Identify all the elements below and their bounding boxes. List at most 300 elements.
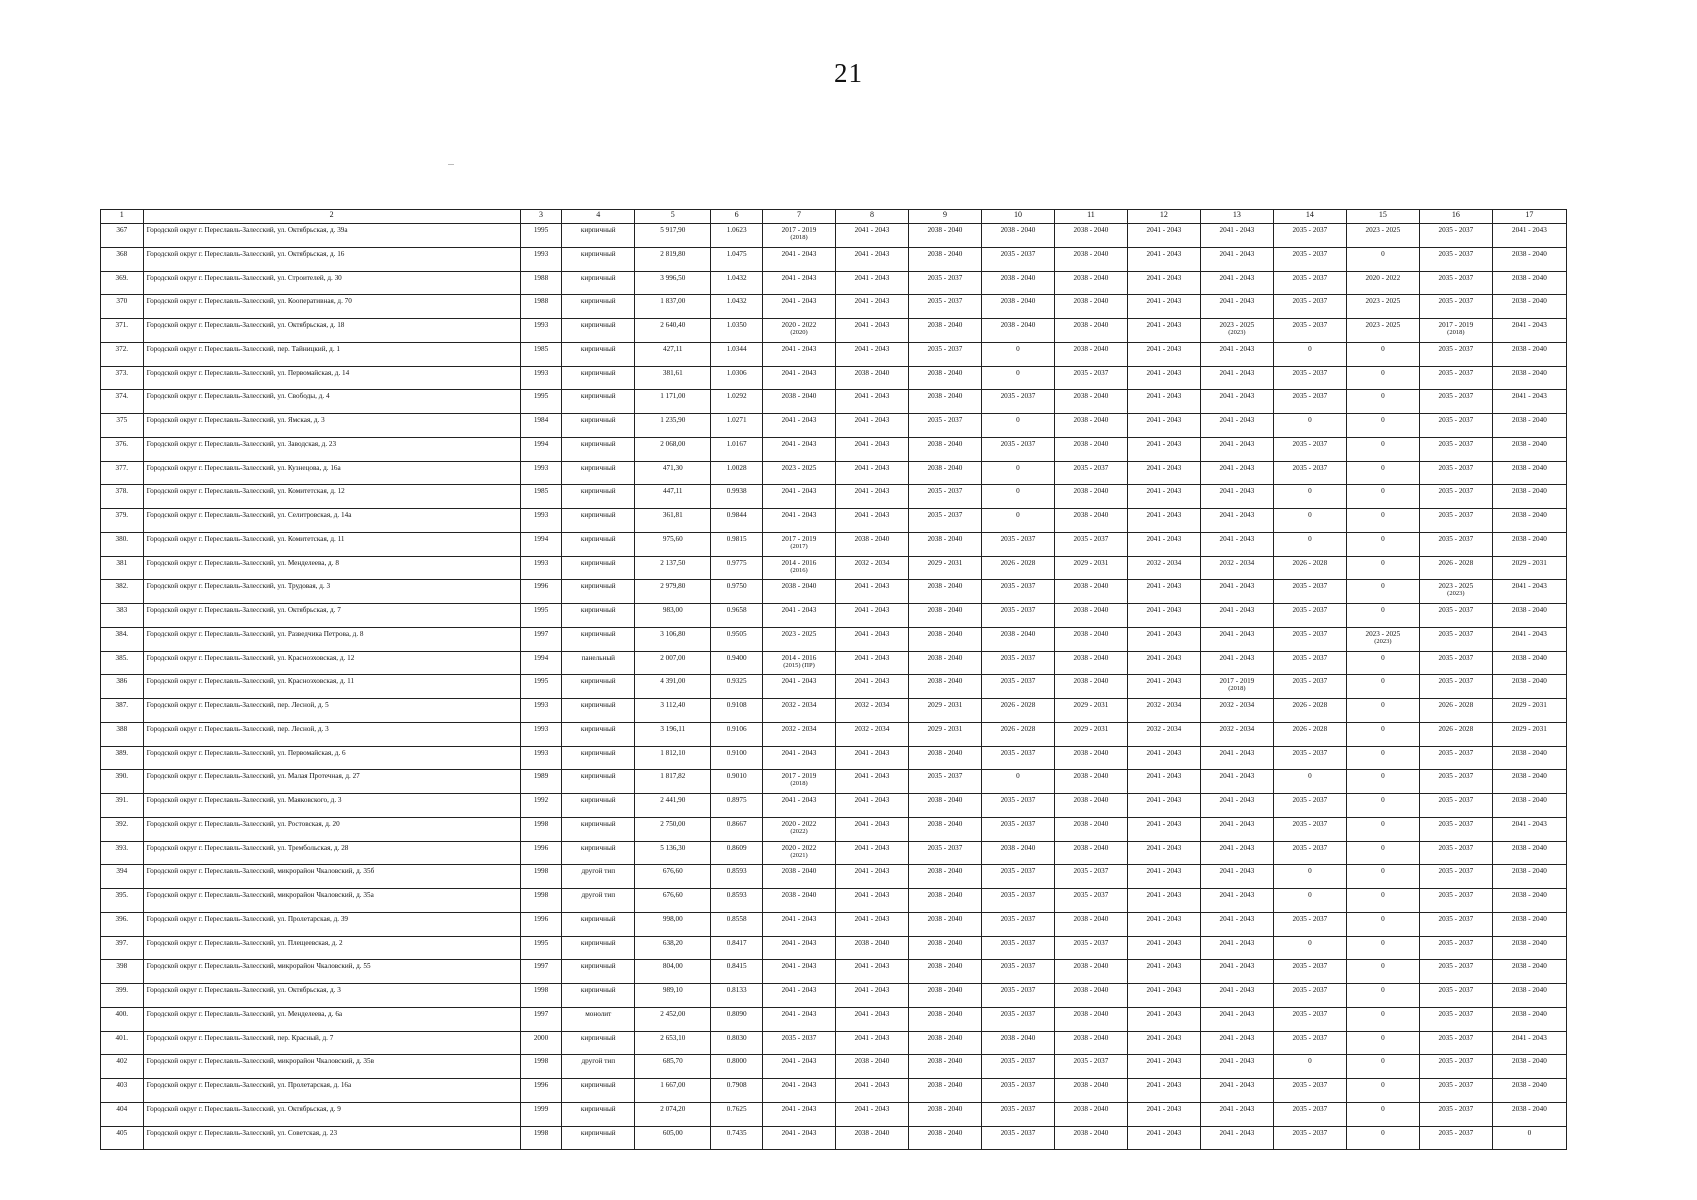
table-row <box>101 889 1567 913</box>
table-cell-col-9: 2035 - 2037 <box>908 342 981 366</box>
table-cell-col-2: Городской округ г. Переславль-Залесский, ул. Красноэховская, д. 11 <box>143 675 520 699</box>
table-cell-col-3: 1994 <box>520 437 562 461</box>
table-cell-col-8: 2038 - 2040 <box>835 1126 908 1150</box>
table-cell-col-5: 1 817,82 <box>635 770 711 794</box>
table-cell-col-7: 2041 - 2043 <box>763 794 836 818</box>
table-row <box>101 936 1567 960</box>
table-cell-col-14: 2035 - 2037 <box>1273 1126 1346 1150</box>
table-cell-col-5: 983,00 <box>635 604 711 628</box>
table-cell-col-3: 1993 <box>520 722 562 746</box>
table-cell-col-2: Городской округ г. Переславль-Залесский, ул. Комитетская, д. 12 <box>143 485 520 509</box>
table-cell-col-2: Городской округ г. Переславль-Залесский, ул. Октябрьская, д. 9 <box>143 1102 520 1126</box>
table-cell-col-11: 2038 - 2040 <box>1054 414 1127 438</box>
table-cell-col-9: 2038 - 2040 <box>908 580 981 604</box>
header-row <box>101 210 1567 224</box>
table-cell-col-14: 2035 - 2037 <box>1273 1031 1346 1055</box>
table-cell-col-1: 370 <box>101 295 144 319</box>
table-cell-col-12: 2041 - 2043 <box>1127 984 1200 1008</box>
table-cell-col-14: 0 <box>1273 485 1346 509</box>
table-row <box>101 1102 1567 1126</box>
table-cell-col-4: другой тип <box>562 865 635 889</box>
table-cell-col-10: 2035 - 2037 <box>981 984 1054 1008</box>
table-cell-col-13: 2041 - 2043 <box>1200 1102 1273 1126</box>
table-cell-col-5: 3 112,40 <box>635 699 711 723</box>
table-cell-col-16: 2035 - 2037 <box>1419 675 1492 699</box>
table-cell-col-15: 0 <box>1346 580 1419 604</box>
table-cell-col-6: 1.0432 <box>711 295 763 319</box>
table-cell-col-12: 2041 - 2043 <box>1127 912 1200 936</box>
table-cell-col-13: 2041 - 2043 <box>1200 580 1273 604</box>
table-cell-col-10: 2038 - 2040 <box>981 224 1054 248</box>
table-cell-col-14: 2035 - 2037 <box>1273 1102 1346 1126</box>
table-cell-col-3: 1997 <box>520 1007 562 1031</box>
table-row <box>101 912 1567 936</box>
table-cell-col-16: 2035 - 2037 <box>1419 1031 1492 1055</box>
table-cell-col-17: 2038 - 2040 <box>1492 532 1566 556</box>
table-cell-col-8: 2041 - 2043 <box>835 984 908 1008</box>
table-cell-col-16: 2035 - 2037 <box>1419 841 1492 865</box>
table-row <box>101 1031 1567 1055</box>
table-cell-col-6: 0.9750 <box>711 580 763 604</box>
table-cell-col-16: 2035 - 2037 <box>1419 342 1492 366</box>
table-cell-col-10: 0 <box>981 485 1054 509</box>
column-header-2: 2 <box>143 210 520 224</box>
table-cell-col-7: 2041 - 2043 <box>763 1102 836 1126</box>
table-cell-col-5: 427,11 <box>635 342 711 366</box>
table-cell-col-5: 1 171,00 <box>635 390 711 414</box>
table-cell-col-6: 0.7908 <box>711 1079 763 1103</box>
table-cell-col-1: 397. <box>101 936 144 960</box>
table-cell-col-17: 2038 - 2040 <box>1492 984 1566 1008</box>
table-cell-col-2: Городской округ г. Переславль-Залесский, пер. Лесной, д. 5 <box>143 699 520 723</box>
table-cell-col-1: 400. <box>101 1007 144 1031</box>
table-cell-col-13: 2041 - 2043 <box>1200 390 1273 414</box>
table-cell-col-14: 2035 - 2037 <box>1273 271 1346 295</box>
table-cell-col-3: 1992 <box>520 794 562 818</box>
table-cell-col-1: 390. <box>101 770 144 794</box>
table-cell-col-4: кирпичный <box>562 485 635 509</box>
table-cell-col-16: 2035 - 2037 <box>1419 271 1492 295</box>
table-cell-col-15: 2023 - 2025 <box>1346 319 1419 343</box>
table-cell-col-4: кирпичный <box>562 461 635 485</box>
table-cell-col-15: 0 <box>1346 437 1419 461</box>
table-cell-col-7: 2023 - 2025 <box>763 461 836 485</box>
column-header-3: 3 <box>520 210 562 224</box>
table-cell-col-11: 2038 - 2040 <box>1054 675 1127 699</box>
table-cell-col-9: 2038 - 2040 <box>908 936 981 960</box>
table-cell-col-14: 0 <box>1273 1055 1346 1079</box>
table-cell-col-11: 2035 - 2037 <box>1054 936 1127 960</box>
table-cell-col-4: кирпичный <box>562 247 635 271</box>
table-cell-col-4: кирпичный <box>562 414 635 438</box>
table-cell-col-2: Городской округ г. Переславль-Залесский, ул. Ямская, д. 3 <box>143 414 520 438</box>
table-cell-col-2: Городской округ г. Переславль-Залесский, ул. Красноэховская, д. 12 <box>143 651 520 675</box>
table-cell-col-8: 2032 - 2034 <box>835 699 908 723</box>
table-cell-col-11: 2038 - 2040 <box>1054 271 1127 295</box>
table-cell-col-12: 2041 - 2043 <box>1127 437 1200 461</box>
table-cell-col-4: другой тип <box>562 889 635 913</box>
table-cell-col-14: 0 <box>1273 865 1346 889</box>
table-cell-col-17: 2038 - 2040 <box>1492 960 1566 984</box>
table-cell-col-16: 2035 - 2037 <box>1419 1079 1492 1103</box>
table-cell-col-1: 375 <box>101 414 144 438</box>
table-cell-col-1: 369. <box>101 271 144 295</box>
table-cell-col-11: 2038 - 2040 <box>1054 841 1127 865</box>
table-cell-col-2: Городской округ г. Переславль-Залесский, ул. Заводская, д. 23 <box>143 437 520 461</box>
table-cell-col-12: 2041 - 2043 <box>1127 960 1200 984</box>
table-cell-col-14: 2035 - 2037 <box>1273 912 1346 936</box>
table-cell-col-10: 2035 - 2037 <box>981 1007 1054 1031</box>
table-cell-col-16: 2026 - 2028 <box>1419 722 1492 746</box>
table-cell-col-15: 2020 - 2022 <box>1346 271 1419 295</box>
table-cell-col-17: 2038 - 2040 <box>1492 936 1566 960</box>
table-cell-col-9: 2035 - 2037 <box>908 841 981 865</box>
table-cell-col-1: 393. <box>101 841 144 865</box>
table-cell-col-6: 0.8030 <box>711 1031 763 1055</box>
table-cell-col-3: 1997 <box>520 960 562 984</box>
table-cell-col-5: 2 074,20 <box>635 1102 711 1126</box>
table-cell-col-8: 2041 - 2043 <box>835 794 908 818</box>
table-cell-col-9: 2038 - 2040 <box>908 366 981 390</box>
table-cell-col-2: Городской округ г. Переславль-Залесский, ул. Октябрьская, д. 39а <box>143 224 520 248</box>
table-cell-col-8: 2041 - 2043 <box>835 224 908 248</box>
column-header-12: 12 <box>1127 210 1200 224</box>
table-cell-col-10: 0 <box>981 509 1054 533</box>
table-cell-col-15: 0 <box>1346 1031 1419 1055</box>
table-cell-col-14: 0 <box>1273 509 1346 533</box>
table-cell-col-17: 2029 - 2031 <box>1492 556 1566 580</box>
table-cell-col-16: 2035 - 2037 <box>1419 1055 1492 1079</box>
table-cell-col-9: 2038 - 2040 <box>908 390 981 414</box>
table-cell-col-2: Городской округ г. Переславль-Залесский, микрорайон Чкаловский, д. 35б <box>143 865 520 889</box>
table-cell-col-6: 0.9400 <box>711 651 763 675</box>
table-cell-col-13: 2041 - 2043 <box>1200 604 1273 628</box>
table-cell-col-3: 1996 <box>520 1079 562 1103</box>
column-header-9: 9 <box>908 210 981 224</box>
table-cell-col-9: 2038 - 2040 <box>908 224 981 248</box>
table-cell-col-4: кирпичный <box>562 390 635 414</box>
table-cell-col-16: 2035 - 2037 <box>1419 366 1492 390</box>
table-cell-col-5: 2 137,50 <box>635 556 711 580</box>
table-cell-col-15: 0 <box>1346 936 1419 960</box>
table-cell-col-2: Городской округ г. Переславль-Залесский, ул. Маяковского, д. 3 <box>143 794 520 818</box>
table-cell-col-2: Городской округ г. Переславль-Залесский, ул. Кузнецова, д. 16а <box>143 461 520 485</box>
table-cell-col-7: 2041 - 2043 <box>763 675 836 699</box>
table-cell-col-6: 0.9108 <box>711 699 763 723</box>
table-cell-col-13: 2041 - 2043 <box>1200 912 1273 936</box>
table-cell-col-15: 0 <box>1346 1079 1419 1103</box>
table-cell-col-12: 2032 - 2034 <box>1127 699 1200 723</box>
table-cell-col-16: 2035 - 2037 <box>1419 817 1492 841</box>
table-cell-col-15: 2023 - 2025 <box>1346 295 1419 319</box>
table-cell-col-10: 2035 - 2037 <box>981 580 1054 604</box>
table-cell-col-6: 1.0350 <box>711 319 763 343</box>
table-cell-col-2: Городской округ г. Переславль-Залесский, пер. Красный, д. 7 <box>143 1031 520 1055</box>
table-cell-col-4: другой тип <box>562 1055 635 1079</box>
table-cell-col-6: 0.8133 <box>711 984 763 1008</box>
table-cell-col-16: 2026 - 2028 <box>1419 699 1492 723</box>
table-cell-col-12: 2041 - 2043 <box>1127 604 1200 628</box>
table-cell-col-8: 2041 - 2043 <box>835 247 908 271</box>
table-cell-col-11: 2029 - 2031 <box>1054 699 1127 723</box>
table-cell-col-3: 1997 <box>520 627 562 651</box>
table-cell-col-14: 2035 - 2037 <box>1273 817 1346 841</box>
table-cell-col-15: 0 <box>1346 746 1419 770</box>
table-cell-col-14: 0 <box>1273 414 1346 438</box>
table-cell-col-12: 2041 - 2043 <box>1127 1007 1200 1031</box>
table-body <box>101 224 1567 1150</box>
table-cell-col-2: Городской округ г. Переславль-Залесский, ул. Селитровская, д. 14а <box>143 509 520 533</box>
table-cell-col-5: 2 007,00 <box>635 651 711 675</box>
table-cell-col-15: 0 <box>1346 342 1419 366</box>
table-cell-col-8: 2041 - 2043 <box>835 912 908 936</box>
table-cell-col-1: 389. <box>101 746 144 770</box>
table-cell-col-12: 2041 - 2043 <box>1127 746 1200 770</box>
table-cell-col-16: 2035 - 2037 <box>1419 651 1492 675</box>
table-row <box>101 1126 1567 1150</box>
table-cell-col-2: Городской округ г. Переславль-Залесский, ул. Менделеева, д. 8 <box>143 556 520 580</box>
table-cell-col-14: 2035 - 2037 <box>1273 794 1346 818</box>
table-cell-col-10: 2035 - 2037 <box>981 604 1054 628</box>
table-cell-col-3: 1995 <box>520 675 562 699</box>
table-cell-col-4: кирпичный <box>562 319 635 343</box>
table-cell-col-9: 2038 - 2040 <box>908 651 981 675</box>
table-cell-col-10: 2035 - 2037 <box>981 1126 1054 1150</box>
table-cell-col-5: 4 391,00 <box>635 675 711 699</box>
table-cell-col-11: 2038 - 2040 <box>1054 1126 1127 1150</box>
table-cell-col-11: 2038 - 2040 <box>1054 817 1127 841</box>
table-cell-col-7: 2020 - 2022 (2020) <box>763 319 836 343</box>
table-cell-col-1: 391. <box>101 794 144 818</box>
table-cell-col-3: 1998 <box>520 889 562 913</box>
table-cell-col-14: 2035 - 2037 <box>1273 366 1346 390</box>
table-cell-col-3: 1994 <box>520 651 562 675</box>
table-cell-col-2: Городской округ г. Переславль-Залесский, ул. Первомайская, д. 6 <box>143 746 520 770</box>
table-cell-col-8: 2038 - 2040 <box>835 366 908 390</box>
table-cell-col-15: 0 <box>1346 556 1419 580</box>
table-cell-col-6: 0.9658 <box>711 604 763 628</box>
table-cell-col-5: 471,30 <box>635 461 711 485</box>
table-cell-col-17: 2038 - 2040 <box>1492 1102 1566 1126</box>
table-cell-col-12: 2041 - 2043 <box>1127 224 1200 248</box>
table-cell-col-11: 2038 - 2040 <box>1054 1031 1127 1055</box>
table-cell-col-11: 2038 - 2040 <box>1054 651 1127 675</box>
table-row <box>101 817 1567 841</box>
table-cell-col-10: 2035 - 2037 <box>981 1079 1054 1103</box>
table-cell-col-8: 2038 - 2040 <box>835 532 908 556</box>
table-cell-col-5: 5 917,90 <box>635 224 711 248</box>
table-cell-col-1: 402 <box>101 1055 144 1079</box>
table-cell-col-13: 2041 - 2043 <box>1200 960 1273 984</box>
table-cell-col-13: 2041 - 2043 <box>1200 295 1273 319</box>
table-cell-col-15: 0 <box>1346 817 1419 841</box>
table-cell-col-1: 373. <box>101 366 144 390</box>
table-cell-col-9: 2035 - 2037 <box>908 295 981 319</box>
table-cell-col-14: 2035 - 2037 <box>1273 960 1346 984</box>
table-cell-col-8: 2038 - 2040 <box>835 936 908 960</box>
table-cell-col-4: монолит <box>562 1007 635 1031</box>
table-cell-col-12: 2041 - 2043 <box>1127 295 1200 319</box>
table-cell-col-15: 0 <box>1346 1007 1419 1031</box>
column-header-13: 13 <box>1200 210 1273 224</box>
table-cell-col-13: 2041 - 2043 <box>1200 841 1273 865</box>
table-cell-col-10: 2035 - 2037 <box>981 651 1054 675</box>
table-cell-col-11: 2038 - 2040 <box>1054 224 1127 248</box>
table-cell-col-9: 2038 - 2040 <box>908 1126 981 1150</box>
table-cell-col-3: 1996 <box>520 580 562 604</box>
table-cell-col-11: 2035 - 2037 <box>1054 889 1127 913</box>
table-cell-col-12: 2032 - 2034 <box>1127 556 1200 580</box>
table-cell-col-13: 2041 - 2043 <box>1200 746 1273 770</box>
table-cell-col-12: 2041 - 2043 <box>1127 271 1200 295</box>
table-cell-col-5: 2 750,00 <box>635 817 711 841</box>
column-header-10: 10 <box>981 210 1054 224</box>
table-cell-col-7: 2041 - 2043 <box>763 1126 836 1150</box>
table-cell-col-10: 2035 - 2037 <box>981 390 1054 414</box>
table-cell-col-3: 1988 <box>520 295 562 319</box>
table-cell-col-4: кирпичный <box>562 627 635 651</box>
table-cell-col-5: 989,10 <box>635 984 711 1008</box>
table-row <box>101 746 1567 770</box>
table-cell-col-1: 383 <box>101 604 144 628</box>
table-cell-col-6: 0.9505 <box>711 627 763 651</box>
table-cell-col-9: 2029 - 2031 <box>908 556 981 580</box>
table-cell-col-6: 0.9775 <box>711 556 763 580</box>
table-cell-col-10: 2038 - 2040 <box>981 841 1054 865</box>
table-cell-col-7: 2017 - 2019 (2018) <box>763 224 836 248</box>
table-cell-col-6: 0.9100 <box>711 746 763 770</box>
table-cell-col-3: 1998 <box>520 1126 562 1150</box>
table-cell-col-8: 2038 - 2040 <box>835 1055 908 1079</box>
table-cell-col-1: 403 <box>101 1079 144 1103</box>
table-cell-col-15: 0 <box>1346 699 1419 723</box>
table-cell-col-9: 2038 - 2040 <box>908 865 981 889</box>
table-cell-col-10: 2038 - 2040 <box>981 319 1054 343</box>
table-row <box>101 960 1567 984</box>
table-cell-col-5: 804,00 <box>635 960 711 984</box>
table-cell-col-6: 1.0271 <box>711 414 763 438</box>
table-cell-col-15: 0 <box>1346 485 1419 509</box>
table-cell-col-14: 2035 - 2037 <box>1273 651 1346 675</box>
table-cell-col-7: 2017 - 2019 (2017) <box>763 532 836 556</box>
table-cell-col-10: 2026 - 2028 <box>981 556 1054 580</box>
column-header-14: 14 <box>1273 210 1346 224</box>
table-cell-col-10: 2038 - 2040 <box>981 1031 1054 1055</box>
table-cell-col-8: 2041 - 2043 <box>835 651 908 675</box>
table-cell-col-1: 398 <box>101 960 144 984</box>
table-cell-col-2: Городской округ г. Переславль-Залесский, ул. Трембольская, д. 28 <box>143 841 520 865</box>
table-cell-col-12: 2041 - 2043 <box>1127 1079 1200 1103</box>
table-row <box>101 627 1567 651</box>
table-cell-col-3: 1998 <box>520 984 562 1008</box>
table-cell-col-12: 2041 - 2043 <box>1127 889 1200 913</box>
table-cell-col-12: 2041 - 2043 <box>1127 461 1200 485</box>
table-row <box>101 437 1567 461</box>
table-cell-col-13: 2041 - 2043 <box>1200 865 1273 889</box>
table-cell-col-14: 2035 - 2037 <box>1273 1007 1346 1031</box>
table-cell-col-6: 1.0028 <box>711 461 763 485</box>
table-cell-col-7: 2035 - 2037 <box>763 1031 836 1055</box>
table-cell-col-12: 2041 - 2043 <box>1127 414 1200 438</box>
table-cell-col-9: 2038 - 2040 <box>908 437 981 461</box>
table-cell-col-17: 2038 - 2040 <box>1492 1055 1566 1079</box>
table-cell-col-11: 2035 - 2037 <box>1054 366 1127 390</box>
table-cell-col-13: 2041 - 2043 <box>1200 984 1273 1008</box>
table-cell-col-5: 2 441,90 <box>635 794 711 818</box>
table-cell-col-4: кирпичный <box>562 722 635 746</box>
table-cell-col-7: 2038 - 2040 <box>763 390 836 414</box>
table-cell-col-1: 392. <box>101 817 144 841</box>
table-cell-col-8: 2041 - 2043 <box>835 485 908 509</box>
table-cell-col-1: 405 <box>101 1126 144 1150</box>
table-cell-col-15: 2023 - 2025 <box>1346 224 1419 248</box>
table-cell-col-5: 676,60 <box>635 889 711 913</box>
table-cell-col-2: Городской округ г. Переславль-Залесский, ул. Октябрьская, д. 16 <box>143 247 520 271</box>
table-cell-col-8: 2041 - 2043 <box>835 414 908 438</box>
table-cell-col-16: 2035 - 2037 <box>1419 1102 1492 1126</box>
table-cell-col-17: 2041 - 2043 <box>1492 224 1566 248</box>
table-cell-col-11: 2038 - 2040 <box>1054 912 1127 936</box>
table-cell-col-7: 2038 - 2040 <box>763 580 836 604</box>
table-cell-col-9: 2038 - 2040 <box>908 746 981 770</box>
table-cell-col-14: 0 <box>1273 532 1346 556</box>
table-cell-col-3: 1995 <box>520 224 562 248</box>
table-cell-col-6: 1.0344 <box>711 342 763 366</box>
table-cell-col-9: 2038 - 2040 <box>908 817 981 841</box>
table-cell-col-10: 2035 - 2037 <box>981 817 1054 841</box>
table-cell-col-10: 2038 - 2040 <box>981 295 1054 319</box>
table-cell-col-1: 376. <box>101 437 144 461</box>
table-row <box>101 319 1567 343</box>
table-cell-col-10: 2035 - 2037 <box>981 1055 1054 1079</box>
table-cell-col-4: кирпичный <box>562 342 635 366</box>
table-cell-col-15: 0 <box>1346 794 1419 818</box>
table-cell-col-4: кирпичный <box>562 556 635 580</box>
table-cell-col-17: 2038 - 2040 <box>1492 1007 1566 1031</box>
table-cell-col-10: 0 <box>981 366 1054 390</box>
table-cell-col-13: 2032 - 2034 <box>1200 699 1273 723</box>
table-cell-col-7: 2041 - 2043 <box>763 912 836 936</box>
table-cell-col-10: 2035 - 2037 <box>981 936 1054 960</box>
table-cell-col-13: 2041 - 2043 <box>1200 1007 1273 1031</box>
table-cell-col-11: 2038 - 2040 <box>1054 1079 1127 1103</box>
table-cell-col-4: кирпичный <box>562 770 635 794</box>
table-cell-col-10: 2035 - 2037 <box>981 746 1054 770</box>
table-cell-col-8: 2041 - 2043 <box>835 1007 908 1031</box>
table-cell-col-12: 2041 - 2043 <box>1127 485 1200 509</box>
table-cell-col-8: 2041 - 2043 <box>835 604 908 628</box>
table-cell-col-15: 0 <box>1346 651 1419 675</box>
table-cell-col-11: 2035 - 2037 <box>1054 1055 1127 1079</box>
table-cell-col-13: 2023 - 2025 (2023) <box>1200 319 1273 343</box>
table-cell-col-2: Городской округ г. Переславль-Залесский, ул. Разведчика Петрова, д. 8 <box>143 627 520 651</box>
table-cell-col-10: 2035 - 2037 <box>981 960 1054 984</box>
table-cell-col-6: 0.8593 <box>711 865 763 889</box>
table-cell-col-6: 0.7625 <box>711 1102 763 1126</box>
table-cell-col-8: 2041 - 2043 <box>835 461 908 485</box>
table-cell-col-12: 2041 - 2043 <box>1127 319 1200 343</box>
table-cell-col-3: 1995 <box>520 604 562 628</box>
table-cell-col-16: 2035 - 2037 <box>1419 390 1492 414</box>
table-cell-col-6: 0.9325 <box>711 675 763 699</box>
table-cell-col-1: 374. <box>101 390 144 414</box>
page-number: 21 <box>834 58 863 88</box>
table-cell-col-16: 2035 - 2037 <box>1419 532 1492 556</box>
table-cell-col-13: 2041 - 2043 <box>1200 414 1273 438</box>
table-cell-col-6: 0.7435 <box>711 1126 763 1150</box>
table-cell-col-4: кирпичный <box>562 437 635 461</box>
repair-schedule-table <box>100 209 1567 1150</box>
